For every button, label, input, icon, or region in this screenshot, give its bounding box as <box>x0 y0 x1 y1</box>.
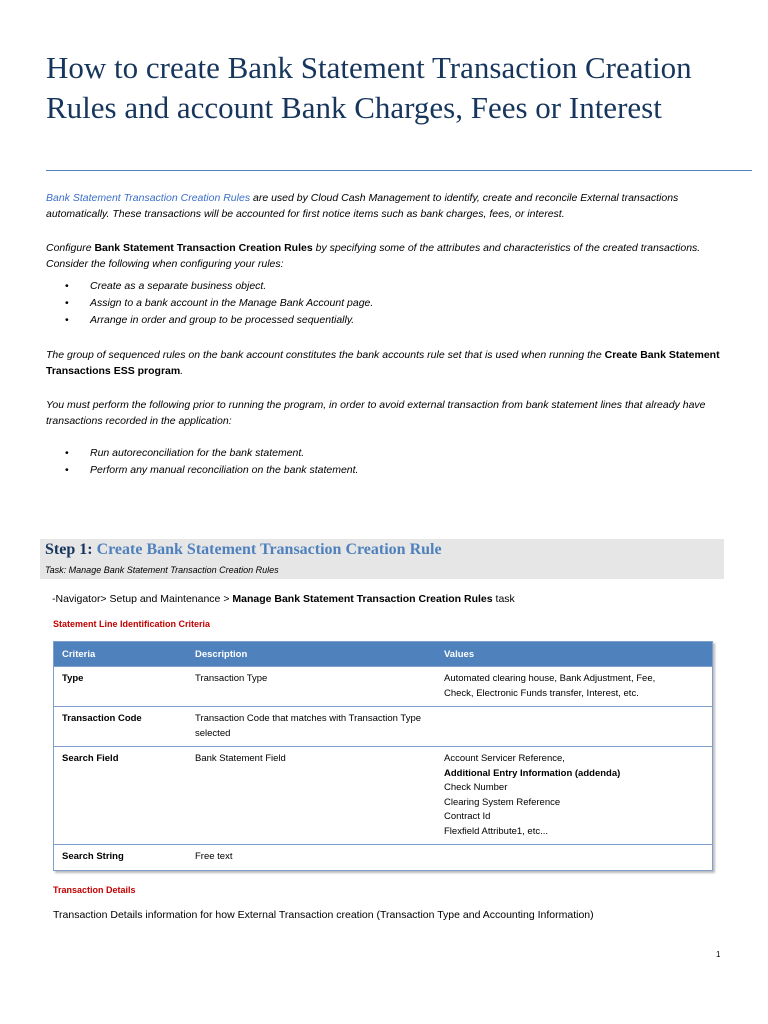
considerations-list <box>46 278 373 329</box>
criteria-cell: Transaction Code <box>54 707 188 747</box>
description-cell: Transaction Type <box>187 667 436 707</box>
page-title: How to create Bank Statement Transaction Creation Rules and account Bank Charges, Fees or Interest <box>46 50 692 125</box>
step-task: Task: Manage Bank Statement Transaction Creation Rules <box>45 565 279 575</box>
table-row <box>54 845 713 871</box>
intro-text: are used by Cloud Cash Management to identify, create and reconcile External transactions automatically. These transactions will be accounted for first notice items such as bank charges, fees, or interest. <box>46 192 679 220</box>
value-line: Clearing System Reference <box>444 796 561 808</box>
criteria-table <box>53 641 713 871</box>
configure-text: by specifying some of the attributes and characteristics of the created transactions. Consider the following when configuring your rules: <box>46 242 701 270</box>
list-item <box>46 445 358 462</box>
intro-paragraph <box>46 190 736 222</box>
description-cell: Transaction Code that matches with Transaction Type selected <box>187 707 436 747</box>
list-item <box>46 312 373 329</box>
bullet-icon: • <box>65 464 69 476</box>
bullet-icon: • <box>65 297 69 309</box>
title-divider <box>46 170 752 171</box>
description-cell: Free text <box>187 845 436 871</box>
step-title: Create Bank Statement Transaction Creation Rule <box>96 541 442 558</box>
value-line: Check, Electronic Funds transfer, Interest, etc. <box>444 687 639 699</box>
navigator-suffix: task <box>492 593 515 605</box>
prerequisites-list <box>46 445 358 479</box>
configure-bold: Bank Statement Transaction Creation Rules <box>94 242 313 254</box>
group-bold: Create Bank Statement Transactions ESS program <box>46 349 720 377</box>
column-header: Criteria <box>54 642 188 667</box>
column-header: Values <box>436 642 713 667</box>
value-line: Automated clearing house, Bank Adjustment, Fee, <box>444 673 656 684</box>
list-item <box>46 462 358 479</box>
navigator-task-name: Manage Bank Statement Transaction Creation Rules <box>232 593 493 605</box>
bullet-icon: • <box>65 314 69 326</box>
navigator-prefix: -Navigator> Setup and Maintenance > <box>52 593 233 605</box>
section-heading-details: Transaction Details <box>53 885 136 895</box>
value-line: Flexfield Attribute1, etc... <box>444 825 549 837</box>
bullet-icon: • <box>65 447 69 459</box>
table-row <box>54 747 713 845</box>
value-line: Check Number <box>444 782 508 793</box>
step-heading <box>45 541 442 559</box>
values-cell <box>436 845 713 871</box>
criteria-cell: Type <box>54 667 188 707</box>
section-heading-criteria: Statement Line Identification Criteria <box>53 619 211 629</box>
criteria-cell: Search String <box>54 845 188 871</box>
value-line: Account Servicer Reference, <box>444 753 565 764</box>
list-item-text: Create as a separate business object. <box>90 280 267 292</box>
criteria-cell: Search Field <box>54 747 188 845</box>
column-header: Description <box>187 642 436 667</box>
group-paragraph <box>46 347 736 379</box>
step-label: Step 1: <box>45 541 93 558</box>
configure-prefix: Configure <box>46 242 95 254</box>
configure-paragraph <box>46 240 736 272</box>
list-item <box>46 278 373 295</box>
page-number: 1 <box>716 950 721 959</box>
details-text: Transaction Details information for how External Transaction creation (Transaction Type and Accounting Information) <box>53 909 594 921</box>
description-cell: Bank Statement Field <box>187 747 436 845</box>
navigator-path <box>52 593 515 605</box>
perform-paragraph: You must perform the following prior to running the program, in order to avoid external transaction from bank statement lines that already have transactions recorded in the application: <box>46 399 706 427</box>
values-cell <box>436 707 713 747</box>
group-text: The group of sequenced rules on the bank account constitutes the bank accounts rule set that is used when running the <box>46 349 605 361</box>
list-item-text: Run autoreconciliation for the bank statement. <box>90 447 305 459</box>
group-end: . <box>180 365 184 377</box>
list-item-text: Arrange in order and group to be processed sequentially. <box>90 314 355 326</box>
intro-link[interactable]: Bank Statement Transaction Creation Rules <box>46 192 251 204</box>
values-cell <box>436 667 713 707</box>
list-item-text: Perform any manual reconciliation on the bank statement. <box>90 464 359 476</box>
table-row <box>54 707 713 747</box>
table-row <box>54 667 713 707</box>
values-cell <box>436 747 713 845</box>
table-header-row <box>54 642 713 667</box>
value-line: Contract Id <box>444 811 491 822</box>
bullet-icon: • <box>65 280 69 292</box>
list-item <box>46 295 373 312</box>
list-item-text: Assign to a bank account in the Manage Bank Account page. <box>90 297 374 309</box>
value-line: Additional Entry Information (addenda) <box>444 767 621 779</box>
